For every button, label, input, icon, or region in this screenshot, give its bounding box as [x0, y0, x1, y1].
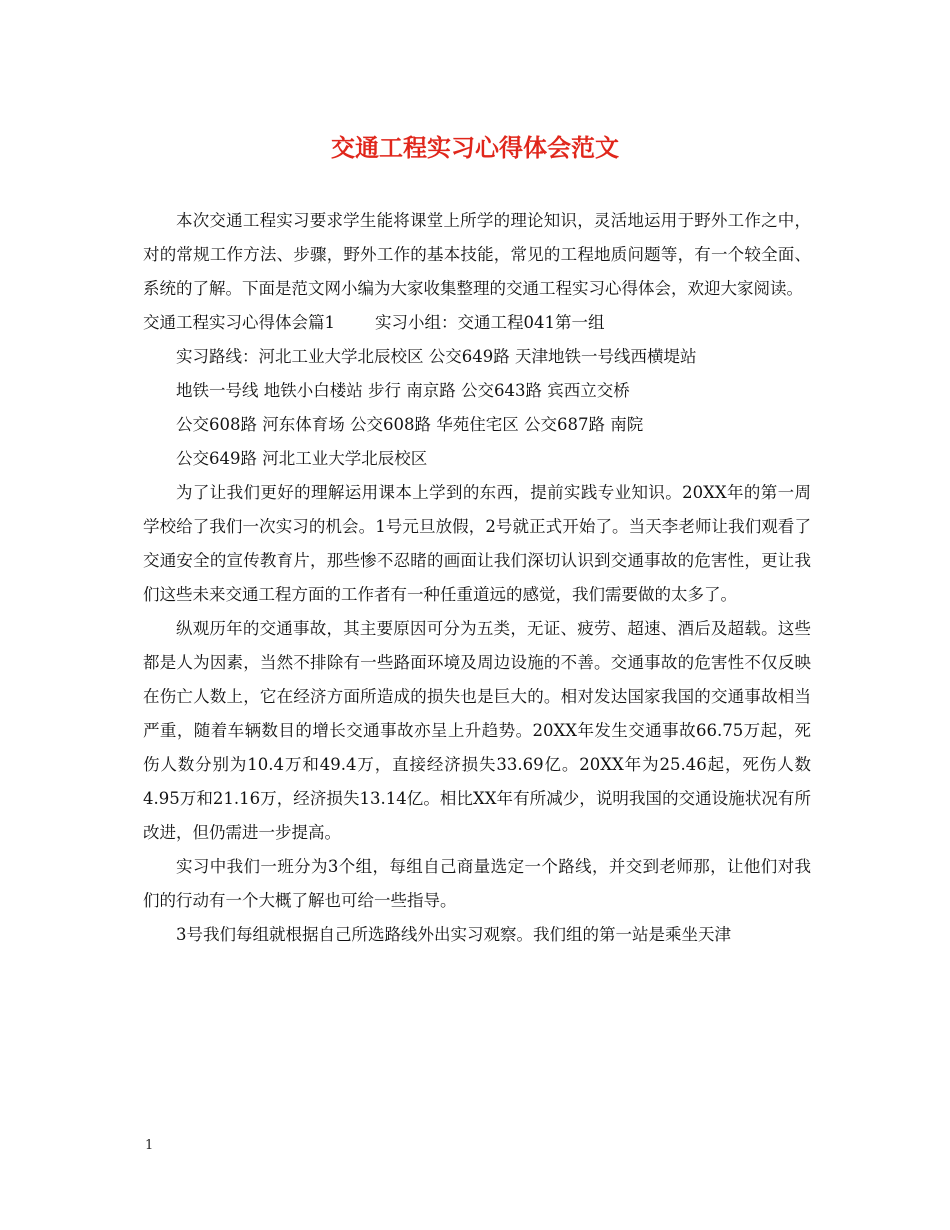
body-paragraph: 纵观历年的交通事故，其主要原因可分为五类，无证、疲劳、超速、酒后及超载。这些都是人为因素，当然不排除有一些路面环境及周边设施的不善。交通事故的危害性不仅反映在伤亡人数上，它在经济方面所造成的损失也是巨大的。相对发达国家我国的交通事故相当严重，随着车辆数目的增长交通事故亦呈上升趋势。20XX年发生交通事故66.75万起，死伤人数分别为10.4万和49.4万，直接经济损失33.69亿。20XX年为25.46起，死伤人数4.95万和21.16万，经济损失13.14亿。相比XX年有所减少，说明我国的交通设施状况有所改进，但仍需进一步提高。 [143, 619, 811, 842]
body-paragraph: 3号我们每组就根据自己所选路线外出实习观察。我们组的第一站是乘坐天津 [176, 925, 731, 944]
route-line: 地铁一号线 地铁小白楼站 步行 南京路 公交643路 宾西立交桥 [176, 381, 630, 400]
section-heading-line [143, 306, 811, 340]
route-line: 实习路线：河北工业大学北辰校区 公交649路 天津地铁一号线西横堤站 [176, 347, 697, 366]
route-line: 公交649路 河北工业大学北辰校区 [176, 449, 428, 468]
page-number: 1 [145, 1138, 154, 1153]
section-heading: 交通工程实习心得体会篇1 [143, 313, 335, 332]
body-paragraph: 为了让我们更好的理解运用课本上学到的东西，提前实践专业知识。20XX年的第一周学校给了我们一次实习的机会。1号元旦放假，2号就正式开始了。当天李老师让我们观看了交通安全的宣传教育片，那些惨不忍睹的画面让我们深切认识到交通事故的危害性，更让我们这些未来交通工程方面的工作者有一种任重道远的感觉，我们需要做的太多了。 [143, 483, 811, 604]
route-line: 公交608路 河东体育场 公交608路 华苑住宅区 公交687路 南院 [176, 415, 644, 434]
body-paragraph: 实习中我们一班分为3个组，每组自己商量选定一个路线，并交到老师那，让他们对我们的行动有一个大概了解也可给一些指导。 [143, 857, 811, 910]
group-label: 实习小组：交通工程041第一组 [375, 313, 605, 332]
intro-paragraph: 本次交通工程实习要求学生能将课堂上所学的理论知识，灵活地运用于野外工作之中，对的常规工作方法、步骤，野外工作的基本技能，常见的工程地质问题等，有一个较全面、系统的了解。下面是范文网小编为大家收集整理的交通工程实习心得体会，欢迎大家阅读。 [143, 211, 811, 298]
document-body [143, 204, 811, 952]
document-title: 交通工程实习心得体会范文 [331, 133, 619, 162]
